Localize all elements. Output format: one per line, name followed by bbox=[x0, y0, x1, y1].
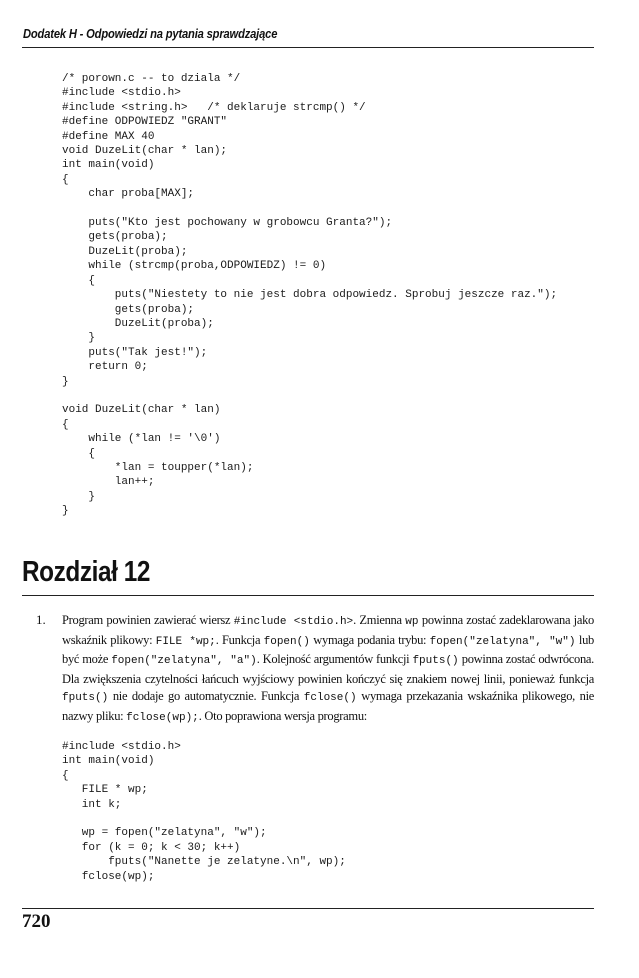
inline-code: fclose(wp); bbox=[126, 711, 199, 724]
code-line: int k; bbox=[62, 798, 122, 811]
page-number: 720 bbox=[22, 911, 51, 932]
text-run: . Funkcja bbox=[215, 632, 264, 647]
inline-code: fputs() bbox=[62, 692, 109, 705]
code-listing-porown bbox=[62, 72, 557, 519]
inline-code: FILE *wp; bbox=[155, 635, 216, 648]
text-run: powinna zostać odwrócona. Dla zwiększenia czytelności łańcuch wyjściowy powinien kończyć się znakiem nowej linii, ponieważ funkcja bbox=[62, 652, 594, 686]
code-line: } bbox=[62, 332, 96, 345]
code-line: FILE * wp; bbox=[62, 784, 148, 797]
chapter-rule bbox=[22, 595, 594, 596]
text-run: . Zmienna bbox=[353, 613, 406, 627]
code-line: DuzeLit(proba); bbox=[62, 245, 188, 258]
code-line: #include <stdio.h> bbox=[62, 87, 181, 100]
text-run: wymaga podania trybu: bbox=[309, 632, 430, 647]
code-line: gets(proba); bbox=[62, 303, 195, 316]
code-line: } bbox=[62, 490, 96, 503]
inline-code: fclose() bbox=[303, 692, 357, 705]
code-line: int main(void) bbox=[62, 159, 155, 172]
text-run: lub być może bbox=[62, 632, 595, 667]
code-line: DuzeLit(proba); bbox=[62, 317, 214, 330]
code-line: /* porown.c -- to dziala */ bbox=[62, 73, 241, 85]
code-line: *lan = toupper(*lan); bbox=[62, 461, 254, 474]
code-line: wp = fopen("zelatyna", "w"); bbox=[62, 827, 267, 840]
footer-rule bbox=[22, 908, 594, 909]
code-line: { bbox=[62, 447, 96, 460]
inline-code: fputs() bbox=[412, 655, 459, 668]
code-line: void DuzeLit(char * lan); bbox=[62, 145, 228, 158]
inline-code: wp bbox=[405, 616, 419, 628]
code-line: { bbox=[62, 418, 69, 431]
text-run: Program powinien zawierać wiersz bbox=[62, 613, 234, 627]
text-run: powinna zostać zadeklarowana jako wskaźnik plikowy: bbox=[62, 613, 594, 647]
code-line: #define MAX 40 bbox=[62, 130, 155, 143]
code-line: #include <string.h> /* deklaruje strcmp() */ bbox=[62, 101, 366, 114]
inline-code: #include <stdio.h> bbox=[233, 616, 354, 628]
code-line: } bbox=[62, 505, 69, 518]
code-line: puts("Tak jest!"); bbox=[62, 346, 208, 359]
running-header: Dodatek H - Odpowiedzi na pytania sprawdzające bbox=[23, 26, 278, 41]
code-line: for (k = 0; k < 30; k++) bbox=[62, 841, 241, 854]
inline-code: fopen() bbox=[263, 635, 310, 648]
code-line: while (*lan != '\0') bbox=[62, 433, 221, 446]
text-run: . Oto poprawiona wersja programu: bbox=[198, 708, 367, 723]
code-line: puts("Niestety to nie jest dobra odpowiedz. Sprobuj jeszcze raz."); bbox=[62, 289, 558, 302]
header-rule bbox=[22, 47, 594, 48]
chapter-title: Rozdział 12 bbox=[22, 556, 151, 588]
inline-code: fopen("zelatyna", "a") bbox=[111, 655, 257, 668]
code-line: { bbox=[62, 274, 96, 287]
code-line: fclose(wp); bbox=[62, 870, 155, 883]
text-run: . Kolejność argumentów funkcji bbox=[256, 652, 413, 667]
code-line: #define ODPOWIEDZ "GRANT" bbox=[62, 116, 228, 129]
text-run: wymaga przekazania wskaźnika plikowego, nie nazwy pliku: bbox=[62, 689, 594, 723]
code-line: char proba[MAX]; bbox=[62, 188, 195, 201]
code-line: fputs("Nanette je zelatyne.\n", wp); bbox=[62, 856, 346, 869]
code-line: } bbox=[62, 375, 69, 388]
code-line: while (strcmp(proba,ODPOWIEDZ) != 0) bbox=[62, 260, 327, 273]
answer-number: 1. bbox=[36, 612, 46, 627]
inline-code: fopen("zelatyna", "w") bbox=[429, 635, 576, 648]
code-line: lan++; bbox=[62, 476, 155, 489]
code-line: { bbox=[62, 769, 69, 782]
text-run: nie dodaje go automatycznie. Funkcja bbox=[108, 689, 304, 704]
code-line: puts("Kto jest pochowany w grobowcu Granta?"); bbox=[62, 217, 393, 230]
code-line: #include <stdio.h> bbox=[62, 741, 181, 753]
answer-paragraph bbox=[62, 612, 594, 728]
code-line: int main(void) bbox=[62, 755, 155, 768]
code-line: void DuzeLit(char * lan) bbox=[62, 404, 221, 417]
code-line: return 0; bbox=[62, 361, 148, 374]
code-line: { bbox=[62, 173, 69, 186]
code-line: gets(proba); bbox=[62, 231, 168, 244]
code-listing-corrected bbox=[62, 740, 346, 884]
